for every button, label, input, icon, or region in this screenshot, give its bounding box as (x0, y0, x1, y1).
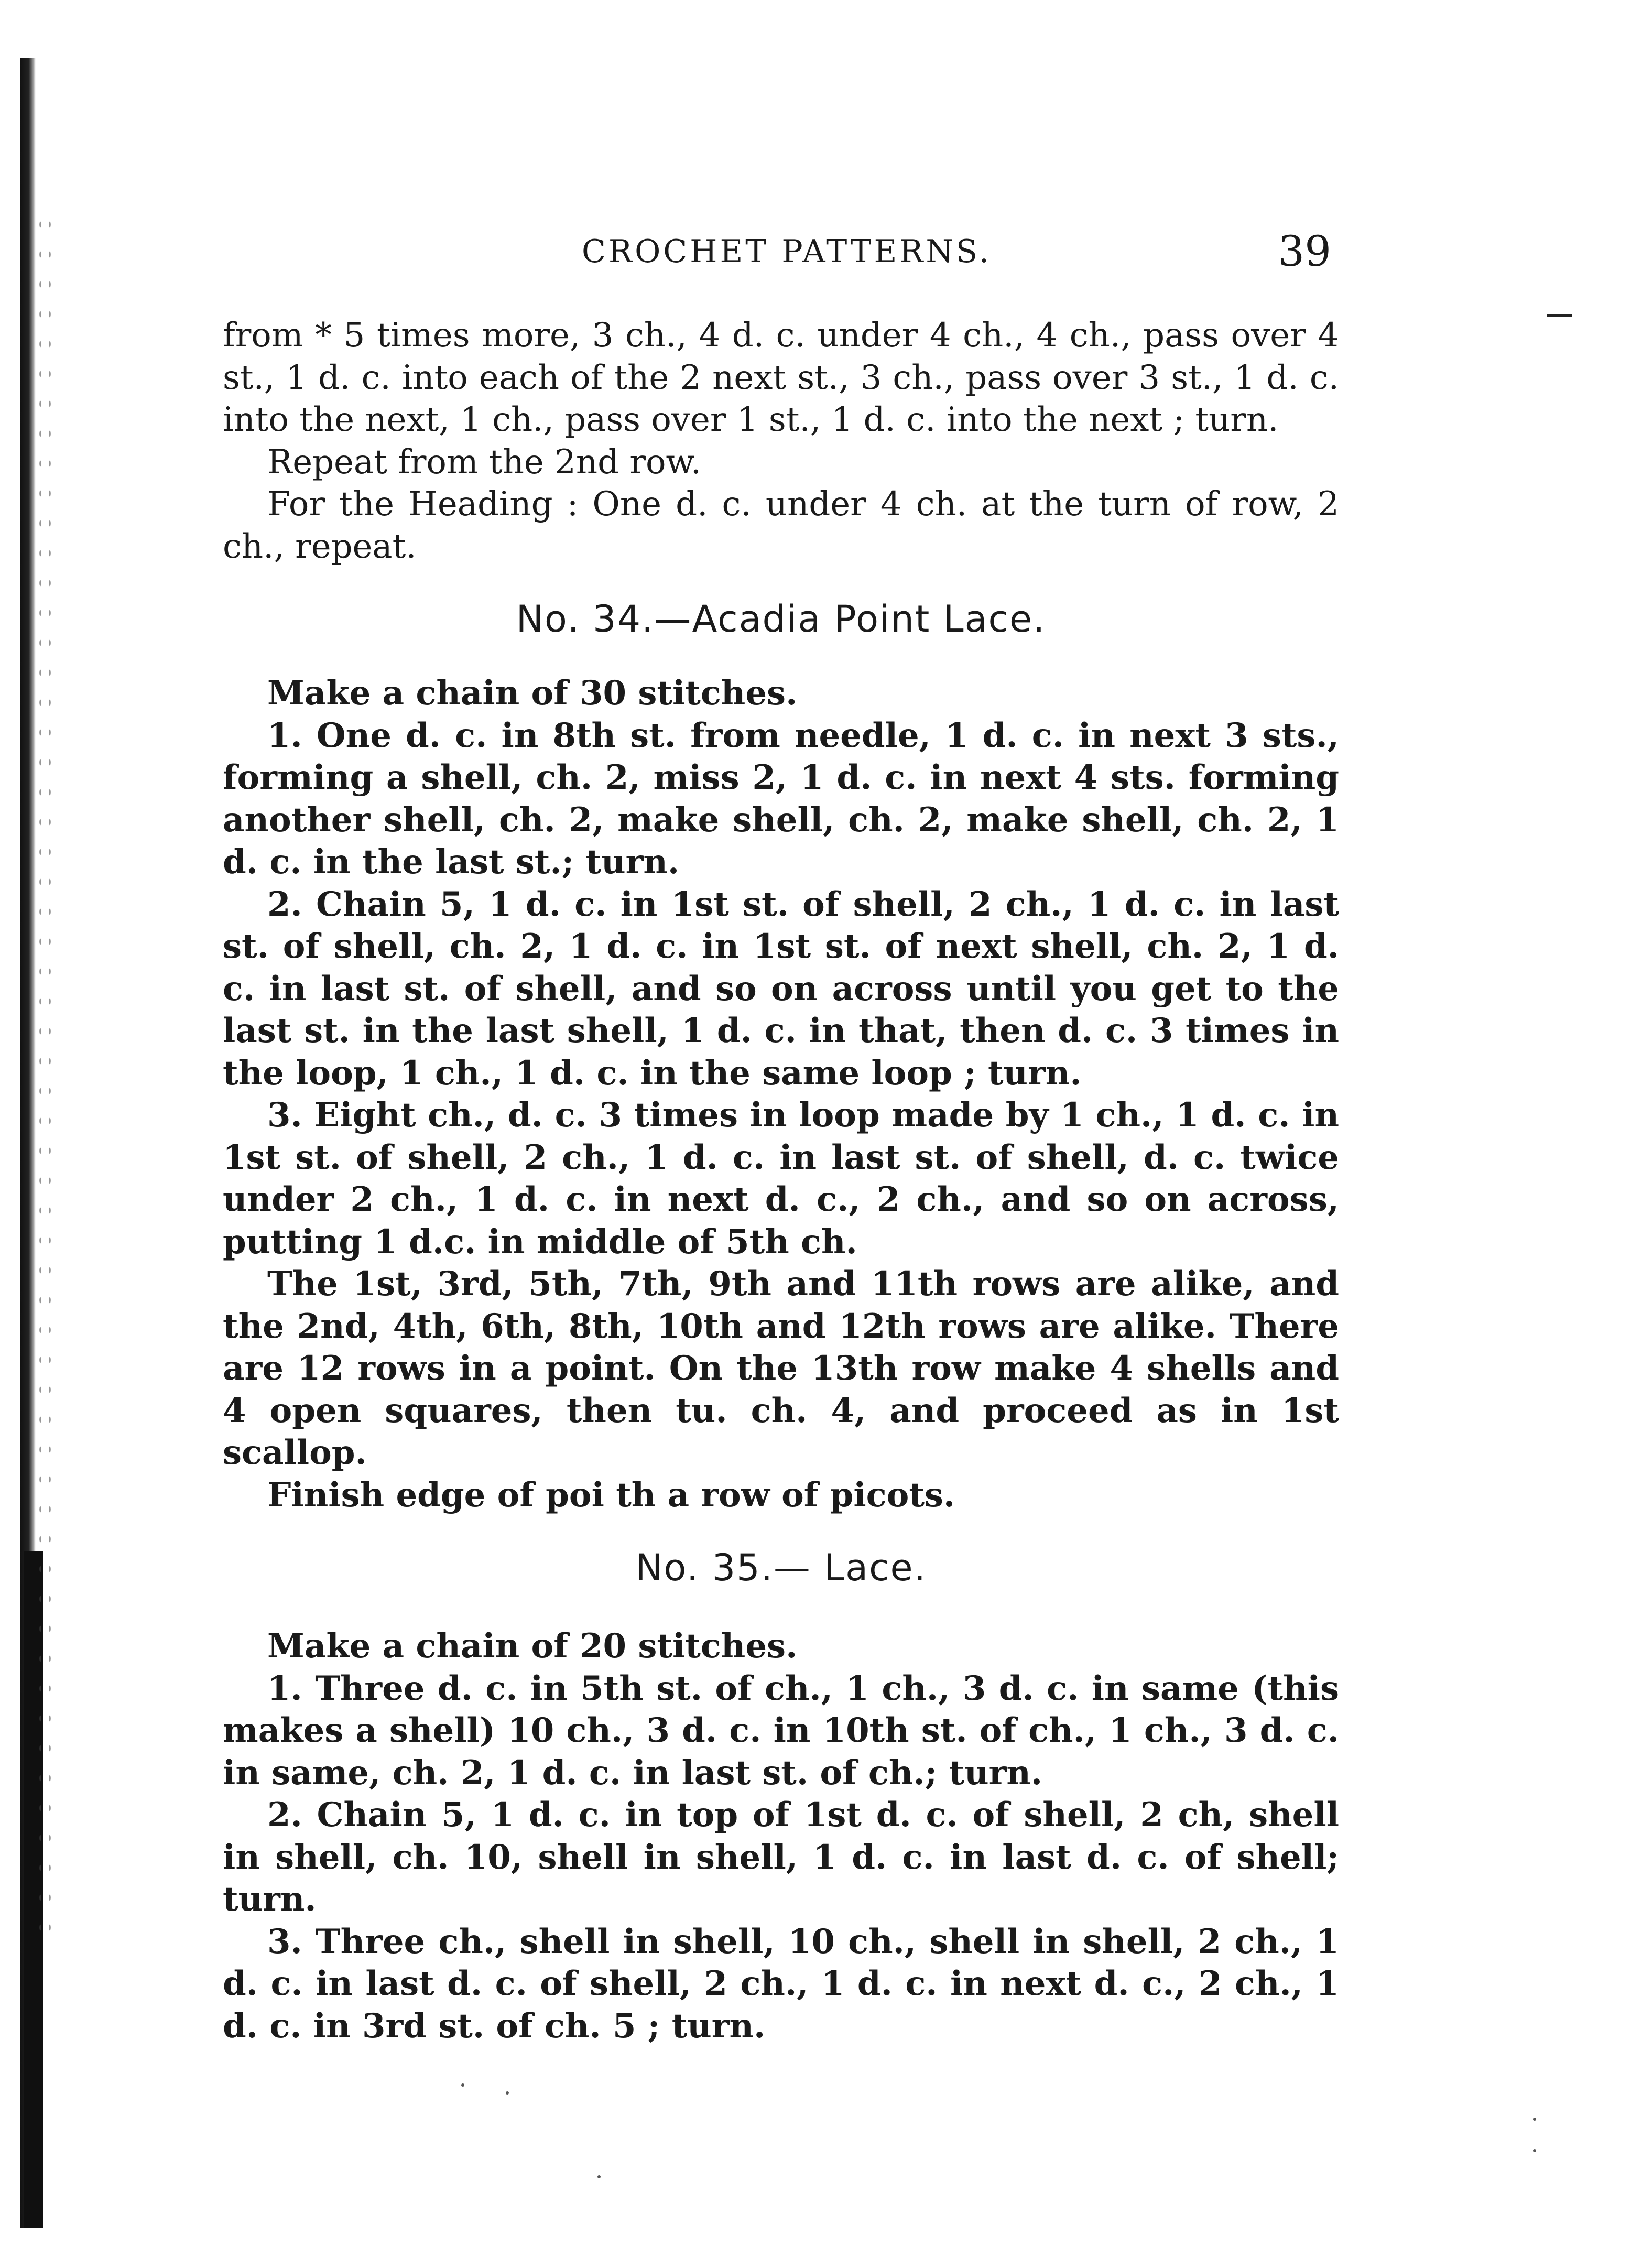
paragraph-continued: from * 5 times more, 3 ch., 4 d. c. under 4 ch., 4 ch., pass over 4 st., 1 d. c. into each of the 2 next st., 3 ch., pass over 3 st., 1 d. c. into the next, 1 ch., pass over 1 st., 1 d. c. into the next ; turn. (223, 316, 1339, 439)
section-35-paragraph: 2. Chain 5, 1 d. c. in top of 1st d. c. of shell, 2 ch, shell in shell, ch. 10, shell in shell, 1 d. c. in last d. c. of shell; turn. (223, 1795, 1339, 1919)
section-35-paragraph: Make a chain of 20 stitches. (267, 1626, 798, 1666)
section-34-paragraph: 2. Chain 5, 1 d. c. in 1st st. of shell, 2 ch., 1 d. c. in last st. of shell, ch. 2, 1 d. c. in 1st st. of next shell, ch. 2, 1 d. c. in last st. of shell, and so on across until you get to the last st. in the last shell, 1 d. c. in that, then d. c. 3 times in the loop, 1 ch., 1 d. c. in the same loop ; turn. (223, 884, 1339, 1093)
section-35-paragraph: 1. Three d. c. in 5th st. of ch., 1 ch., 3 d. c. in same (this makes a shell) 10 ch., 3 d. c. in 10th st. of ch., 1 ch., 3 d. c. in same, ch. 2, 1 d. c. in last st. of ch.; turn. (223, 1668, 1339, 1793)
paragraph-heading-instructions: For the Heading : One d. c. under 4 ch. at the turn of row, 2 ch., repeat. (223, 485, 1339, 566)
section-heading-35: No. 35.— Lace. (635, 1546, 927, 1589)
stray-mark (1533, 2149, 1536, 2152)
section-34-paragraph: 3. Eight ch., d. c. 3 times in loop made by 1 ch., 1 d. c. in 1st st. of shell, 2 ch., 1 d. c. in last st. of shell, d. c. twice under 2 ch., 1 d. c. in next d. c., 2 ch., and so on across, putting 1 d.c. in middle of 5th ch. (223, 1095, 1339, 1262)
page-body (223, 314, 1339, 2047)
section-34-paragraph: Finish edge of poi th a row of picots. (267, 1475, 955, 1515)
binding-specks (36, 210, 57, 1939)
paragraph-repeat: Repeat from the 2nd row. (267, 442, 702, 482)
section-heading-34: No. 34.—Acadia Point Lace. (516, 598, 1046, 641)
section-34-paragraph: Make a chain of 30 stitches. (267, 674, 798, 713)
section-35-body (223, 1625, 1339, 2047)
running-title: CROCHET PATTERNS. (582, 233, 992, 270)
margin-mark (1547, 314, 1572, 317)
section-34-paragraph: 1. One d. c. in 8th st. from needle, 1 d. c. in next 3 sts., forming a shell, ch. 2, miss 2, 1 d. c. in next 4 sts. forming another shell, ch. 2, make shell, ch. 2, make shell, ch. 2, 1 d. c. in the last st.; turn. (223, 715, 1339, 882)
section-34-body (223, 672, 1339, 1516)
stray-mark (1533, 2118, 1536, 2121)
page-number: 39 (1278, 227, 1331, 276)
stray-mark (597, 2175, 601, 2178)
stray-mark (506, 2091, 509, 2095)
section-35-paragraph: 3. Three ch., shell in shell, 10 ch., shell in shell, 2 ch., 1 d. c. in last d. c. of shell, 2 ch., 1 d. c. in next d. c., 2 ch., 1 d. c. in 3rd st. of ch. 5 ; turn. (223, 1922, 1339, 2046)
running-head (231, 227, 1331, 280)
stray-mark (461, 2083, 464, 2087)
section-34-paragraph: The 1st, 3rd, 5th, 7th, 9th and 11th rows are alike, and the 2nd, 4th, 6th, 8th, 10th and 12th rows are alike. There are 12 rows in a point. On the 13th row make 4 shells and 4 open squares, then tu. ch. 4, and proceed as in 1st scallop. (223, 1264, 1339, 1472)
